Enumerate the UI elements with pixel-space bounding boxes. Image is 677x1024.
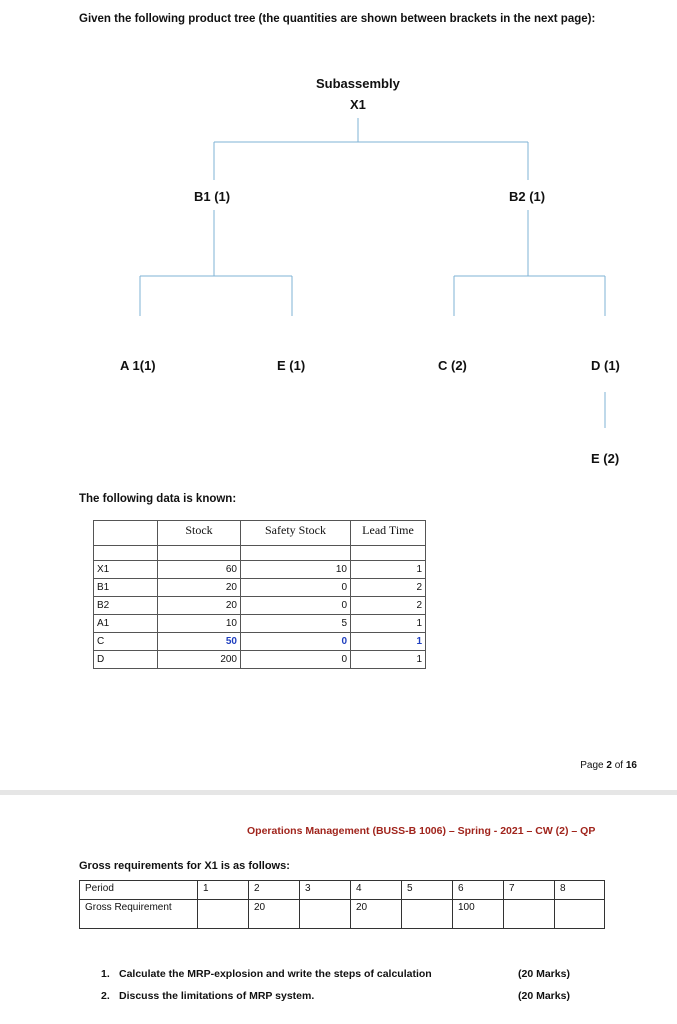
tree-node-b1: B1 (1) <box>194 189 231 204</box>
gross-cell: 100 <box>453 900 504 929</box>
cell-item: C <box>94 633 158 651</box>
cell-safety: 0 <box>241 597 351 615</box>
cell-stock: 10 <box>158 615 241 633</box>
page-number <box>580 760 637 771</box>
table-spacer-row <box>94 546 426 561</box>
question-1-number: 1. <box>101 968 110 980</box>
cell-safety: 0 <box>241 651 351 669</box>
gross-cell <box>402 900 453 929</box>
question-2-marks: (20 Marks) <box>518 990 570 1002</box>
cell-safety: 10 <box>241 561 351 579</box>
gross-cell: 20 <box>351 900 402 929</box>
gross-requirement-row <box>80 900 605 929</box>
gross-caption: Gross requirements for X1 is as follows: <box>79 860 290 872</box>
tree-node-b2: B2 (1) <box>509 189 546 204</box>
period-cell: 7 <box>504 881 555 900</box>
period-cell: 8 <box>555 881 605 900</box>
cell-stock: 20 <box>158 579 241 597</box>
cell-lead: 1 <box>351 561 426 579</box>
page-label: Page <box>580 760 607 771</box>
question-2-text: Discuss the limitations of MRP system. <box>119 990 315 1002</box>
cell-stock: 20 <box>158 597 241 615</box>
tree-node-d: D (1) <box>591 358 620 373</box>
period-cell: 3 <box>300 881 351 900</box>
question-1-text: Calculate the MRP-explosion and write the steps of calculation <box>119 968 432 980</box>
page-of: of <box>611 760 626 771</box>
period-cell: 4 <box>351 881 402 900</box>
period-cell: 2 <box>249 881 300 900</box>
gross-label: Gross Requirement <box>80 900 198 929</box>
intro-text: Given the following product tree (the quantities are shown between brackets in the next page): <box>79 13 596 25</box>
tree-node-a1: A 1(1) <box>120 358 156 373</box>
cell-safety: 5 <box>241 615 351 633</box>
tree-node-c: C (2) <box>438 358 467 373</box>
table-row <box>94 561 426 579</box>
table-row <box>94 579 426 597</box>
header-lead-time: Lead Time <box>351 521 426 546</box>
tree-node-e2: E (2) <box>591 451 620 466</box>
cell-stock: 200 <box>158 651 241 669</box>
tree-node-e1: E (1) <box>277 358 306 373</box>
cell-item: D <box>94 651 158 669</box>
table-row <box>94 651 426 669</box>
cell-stock: 60 <box>158 561 241 579</box>
gross-cell <box>504 900 555 929</box>
page-current: 2 <box>606 760 612 771</box>
gross-cell <box>300 900 351 929</box>
page-total: 16 <box>625 760 637 771</box>
cell-item: A1 <box>94 615 158 633</box>
table-row <box>94 597 426 615</box>
gross-cell <box>198 900 249 929</box>
question-2-number: 2. <box>101 990 110 1002</box>
cell-lead: 1 <box>351 633 426 651</box>
gross-cell <box>555 900 605 929</box>
period-cell: 6 <box>453 881 504 900</box>
inventory-data-table <box>93 520 426 669</box>
period-row <box>80 881 605 900</box>
cell-item: X1 <box>94 561 158 579</box>
table-row <box>94 615 426 633</box>
period-cell: 5 <box>402 881 453 900</box>
known-caption: The following data is known: <box>79 493 237 505</box>
cell-safety: 0 <box>241 633 351 651</box>
period-label: Period <box>80 881 198 900</box>
tree-root-id: X1 <box>350 97 366 112</box>
cell-lead: 1 <box>351 651 426 669</box>
table-header-row <box>94 521 426 546</box>
tree-root-label: Subassembly <box>316 76 400 91</box>
cell-lead: 1 <box>351 615 426 633</box>
period-cell: 1 <box>198 881 249 900</box>
gross-cell: 20 <box>249 900 300 929</box>
gross-requirements-table <box>79 880 605 929</box>
header-safety-stock: Safety Stock <box>241 521 351 546</box>
cell-item: B1 <box>94 579 158 597</box>
cell-lead: 2 <box>351 597 426 615</box>
cell-safety: 0 <box>241 579 351 597</box>
cell-lead: 2 <box>351 579 426 597</box>
table-row <box>94 633 426 651</box>
cell-item: B2 <box>94 597 158 615</box>
course-header: Operations Management (BUSS-B 1006) – Spring - 2021 – CW (2) – QP <box>247 825 596 837</box>
question-1-marks: (20 Marks) <box>518 968 570 980</box>
cell-stock: 50 <box>158 633 241 651</box>
header-item <box>94 521 158 546</box>
header-stock: Stock <box>158 521 241 546</box>
product-tree-lines <box>0 0 677 480</box>
page-separator <box>0 790 677 795</box>
